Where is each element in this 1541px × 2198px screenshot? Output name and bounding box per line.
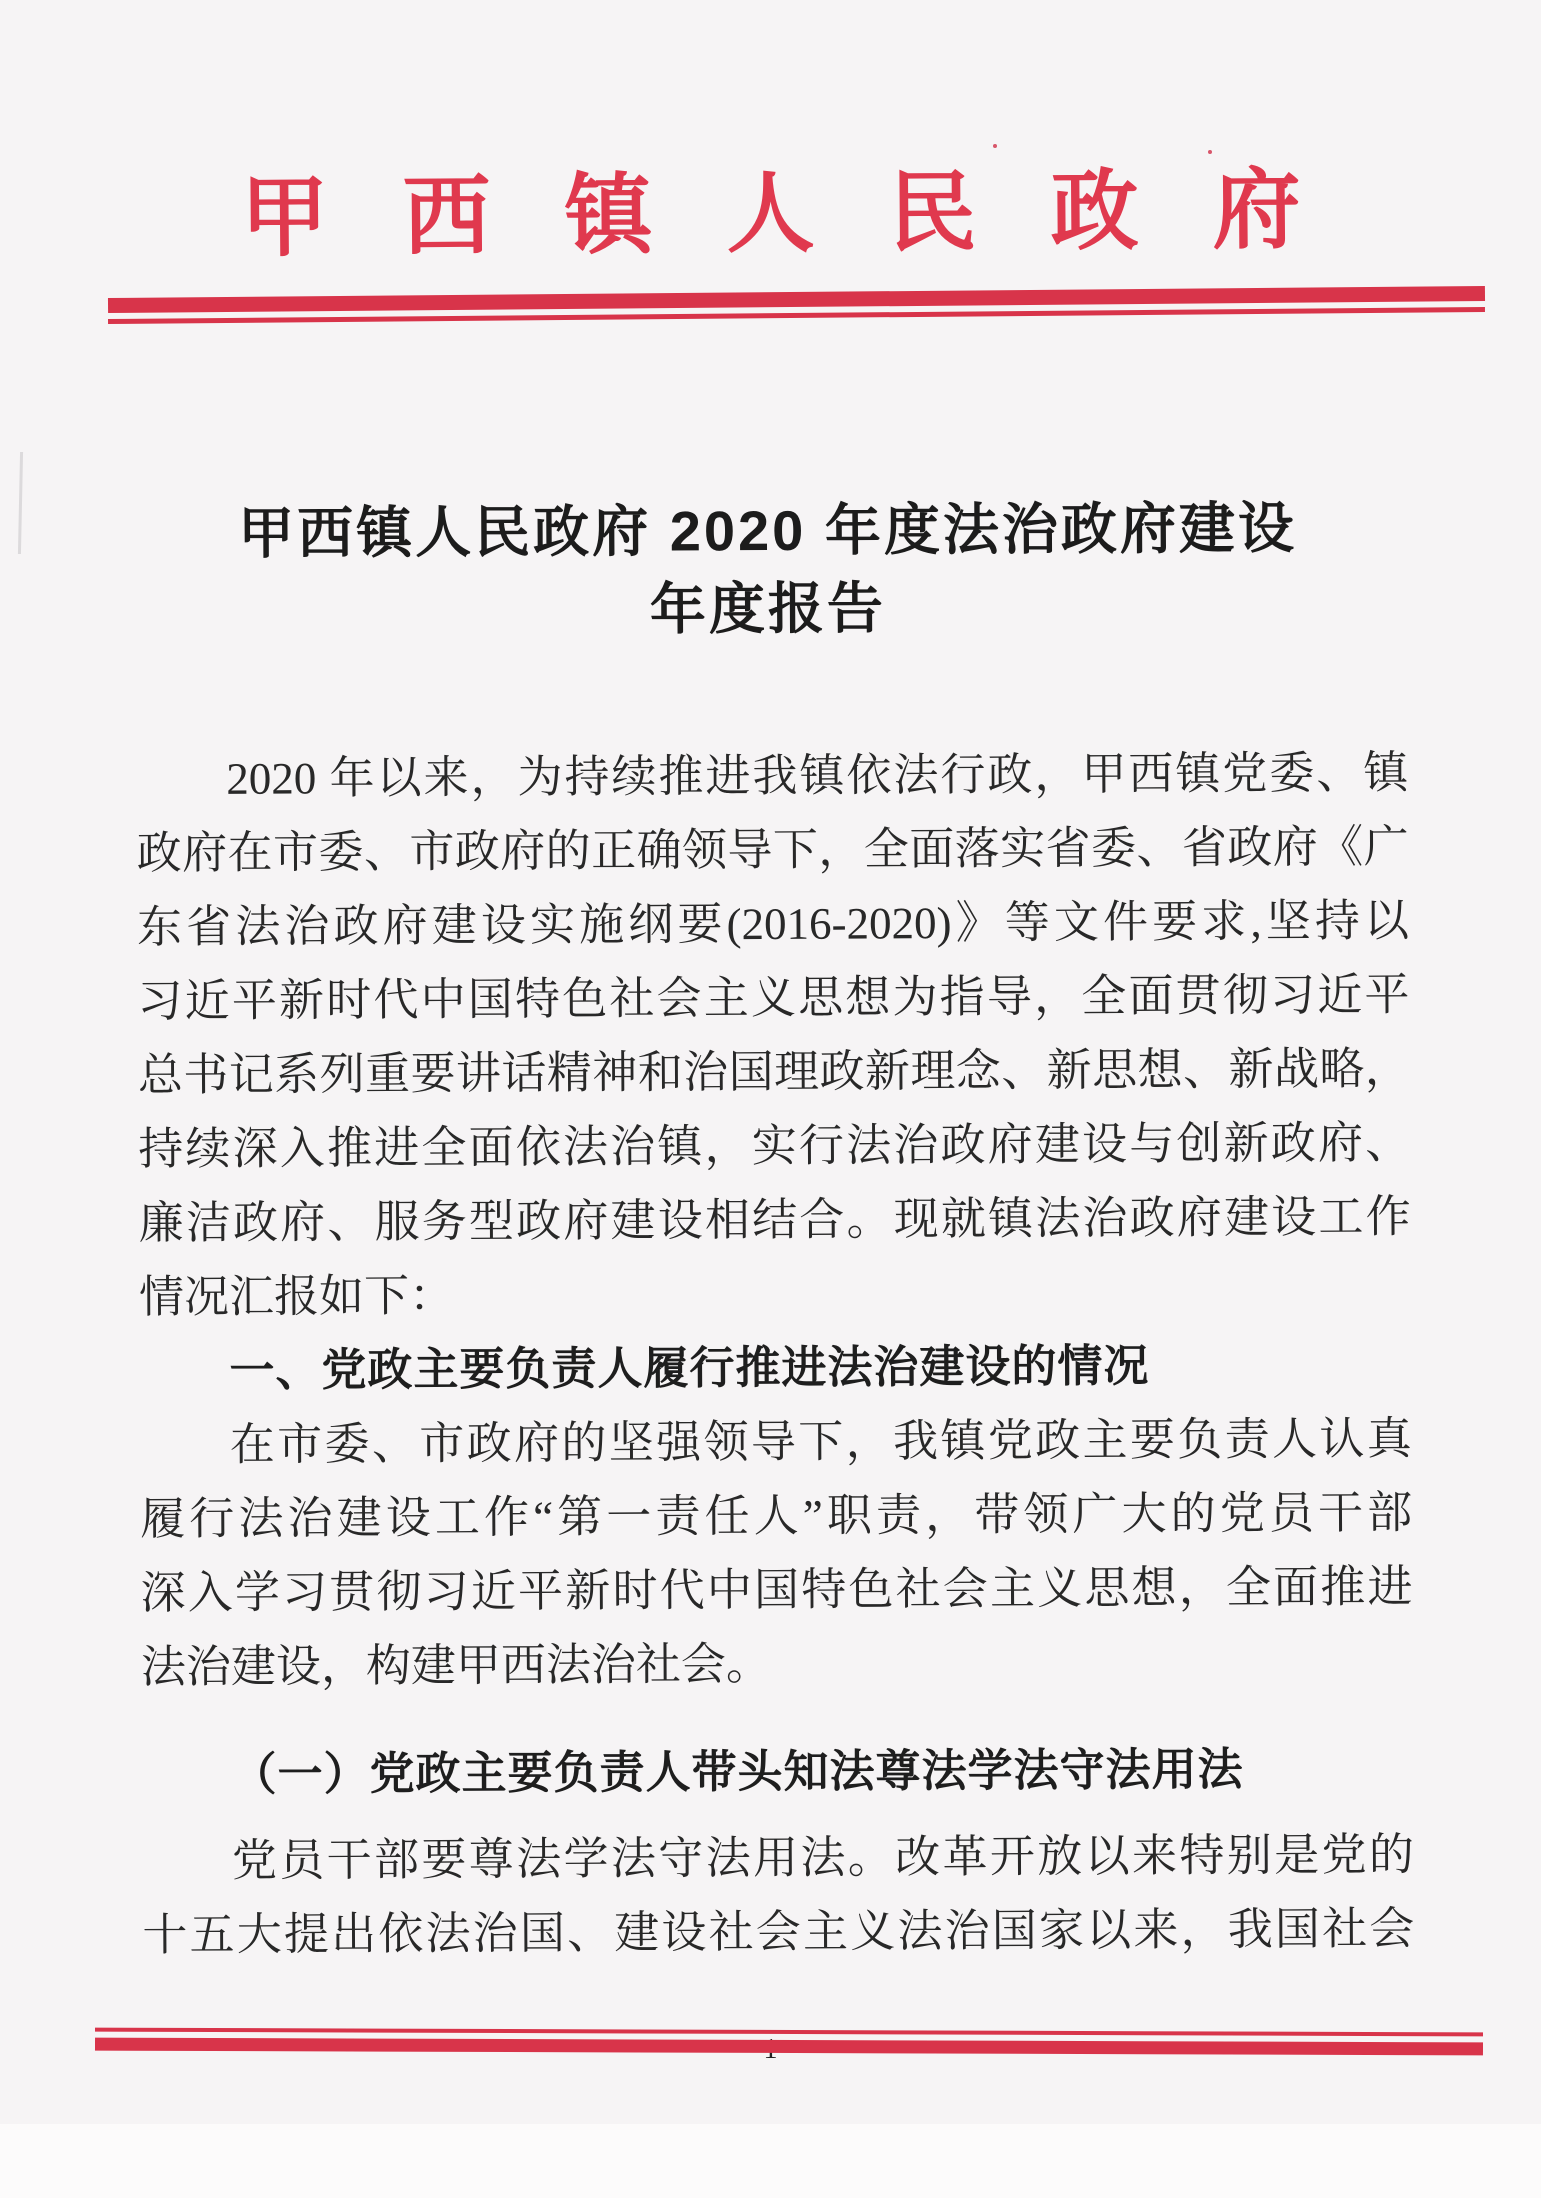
body-line: 习近平新时代中国特色社会主义思想为指导，全面贯彻习近平 xyxy=(137,969,1410,1027)
body-line: 十五大提出依法治国、建设社会主义法治国家以来，我国社会 xyxy=(142,1903,1415,1961)
report-title xyxy=(0,488,1539,652)
subsection-heading-1: （一）党政主要负责人带头知法尊法学法守法用法 xyxy=(231,1744,1244,1800)
letterhead-org-name: 甲西镇人民政府 xyxy=(240,162,1375,269)
body-line: 党员干部要尊法学法守法用法。改革开放以来特别是党的 xyxy=(231,1829,1415,1886)
body-line: 东省法治政府建设实施纲要(2016-2020)》等文件要求,坚持以 xyxy=(136,895,1410,953)
body-line: 在市委、市政府的坚强领导下，我镇党政主要负责人认真 xyxy=(229,1413,1412,1470)
body-line: 持续深入推进全面依法治镇，实行法治政府建设与创新政府、 xyxy=(138,1117,1411,1175)
body-line: 履行法治建设工作“第一责任人”职责，带领广大的党员干部 xyxy=(140,1487,1413,1545)
paragraph-3 xyxy=(142,1818,1415,1973)
body-line: 法治建设，构建甲西法治社会。 xyxy=(140,1639,772,1693)
body-line: 情况汇报如下： xyxy=(138,1270,455,1323)
report-title-line-1: 甲西镇人民政府 2020 年度法治政府建设 xyxy=(238,496,1298,565)
body-line: 政府在市委、市政府的正确领导下，全面落实省委、省政府《广 xyxy=(136,821,1409,879)
body-line: 2020 年以来，为持续推进我镇依法行政，甲西镇党委、镇 xyxy=(226,747,1409,804)
report-body xyxy=(136,736,1414,1973)
scan-speck xyxy=(1208,150,1212,154)
paragraph-2 xyxy=(140,1402,1414,1705)
scan-speck xyxy=(993,144,997,148)
body-line: 廉洁政府、服务型政府建设相结合。现就镇法治政府建设工作 xyxy=(138,1191,1411,1249)
body-line: 总书记系列重要讲话精神和治国理政新理念、新思想、新战略， xyxy=(137,1043,1410,1101)
section-heading-1: 一、党政主要负责人履行推进法治建设的情况 xyxy=(229,1340,1150,1396)
paragraph-1 xyxy=(136,736,1411,1335)
report-title-line-2: 年度报告 xyxy=(649,576,887,641)
body-line: 深入学习贯彻习近平新时代中国特色社会主义思想，全面推进 xyxy=(140,1561,1413,1619)
paper-edge-band xyxy=(0,2124,1541,2198)
